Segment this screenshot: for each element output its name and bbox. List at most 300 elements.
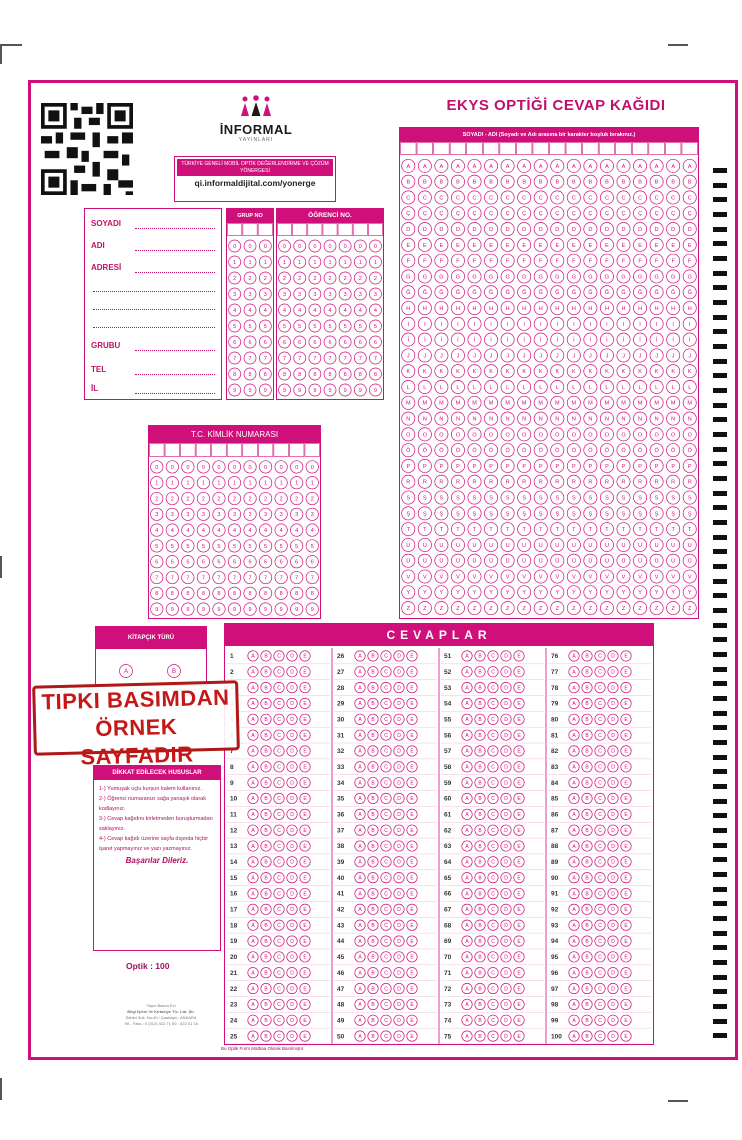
timing-mark — [713, 300, 727, 305]
bubble-label: 3 — [313, 291, 317, 298]
bubble-label: B — [371, 827, 375, 834]
bubble-label: B — [264, 827, 268, 834]
write-in-cell[interactable] — [533, 143, 549, 155]
bubble-label: 6 — [170, 559, 174, 566]
timing-mark — [713, 447, 727, 452]
bubble-label: F — [671, 258, 675, 265]
bubble-label: A — [251, 732, 255, 739]
bubble-label: O — [472, 432, 477, 439]
write-in-cell[interactable] — [227, 444, 242, 457]
bubble-label: E — [517, 796, 521, 803]
address-field-line[interactable] — [93, 291, 215, 292]
bubble-label: P — [605, 463, 609, 470]
bubble-label: B — [585, 922, 589, 929]
bubble-label: E — [303, 748, 307, 755]
bubble-label: Ç — [522, 211, 527, 218]
write-in-cell[interactable] — [305, 444, 320, 457]
bubble-label: 0 — [155, 464, 159, 471]
bubble-label: B — [264, 907, 268, 914]
bubble-label: E — [303, 938, 307, 945]
bubble-label: Y — [571, 590, 576, 597]
bubble-label: D — [397, 1002, 401, 1009]
write-in-cell[interactable] — [649, 143, 665, 155]
bubble-label: B — [371, 653, 375, 660]
bubble-label: B — [505, 179, 510, 186]
bubble-label: 7 — [232, 575, 237, 582]
bubble-label: O — [637, 432, 643, 439]
timing-mark — [713, 711, 727, 716]
bubble-label: E — [410, 954, 414, 961]
write-in-cell[interactable] — [450, 143, 466, 155]
bubble-label: Ş — [522, 511, 527, 518]
question-number: 79 — [551, 700, 559, 708]
bubble-label: O — [588, 432, 593, 439]
bubble-label: B — [585, 796, 589, 803]
guide-url[interactable]: qi.informaldijital.com/yonerge — [194, 178, 316, 188]
booklet-bubbles — [96, 649, 206, 685]
timing-mark — [713, 285, 727, 290]
bubble-label: 5 — [328, 323, 332, 330]
bubble-label: O — [538, 432, 543, 439]
write-in-cell[interactable] — [258, 224, 272, 236]
phone-label: TEL — [91, 365, 107, 374]
bubble-label: B — [171, 669, 177, 676]
bubble-label: 0 — [328, 243, 332, 250]
bubble-label: G — [488, 274, 494, 281]
bubble-label: F — [688, 258, 692, 265]
question-number: 13 — [230, 843, 238, 851]
bubble-label: B — [264, 653, 268, 660]
bubble-label: Ş — [538, 511, 543, 518]
bubble-label: U — [505, 542, 510, 549]
bubble-label: E — [624, 859, 628, 866]
bubble-label: J — [440, 353, 443, 360]
timing-mark — [713, 828, 727, 833]
bubble-label: E — [555, 242, 560, 249]
surname-label: SOYADI — [91, 219, 121, 228]
bubble-label: 3 — [298, 291, 302, 298]
bubble-label: T — [489, 527, 493, 534]
bubble-label: A — [358, 780, 362, 787]
timing-mark — [713, 696, 727, 701]
bubble-label: M — [571, 400, 577, 407]
write-in-cell[interactable] — [243, 444, 258, 457]
bubble-label: 8 — [155, 591, 159, 598]
write-in-cell[interactable] — [401, 143, 417, 155]
write-in-cell[interactable] — [228, 224, 242, 236]
bubble-label: B — [371, 875, 375, 882]
bubble-label: U — [489, 542, 494, 549]
write-in-cell[interactable] — [196, 444, 211, 457]
write-in-cell[interactable] — [212, 444, 227, 457]
bubble-label: 0 — [264, 464, 268, 471]
bubble-label: C — [598, 812, 602, 819]
question-number: 86 — [551, 811, 559, 819]
write-in-cell[interactable] — [467, 143, 483, 155]
bubble-label: D — [290, 796, 294, 803]
timing-mark — [713, 535, 727, 540]
bubble-label: C — [384, 748, 388, 755]
bubble-label: 9 — [373, 387, 377, 394]
write-in-cell[interactable] — [278, 224, 292, 236]
bubble-label: Y — [522, 590, 527, 597]
bubble-label: C — [491, 843, 495, 850]
bubble-label: A — [358, 748, 362, 755]
question-number: 80 — [551, 716, 559, 724]
bubble-label: L — [671, 384, 675, 391]
write-in-cell[interactable] — [583, 143, 599, 155]
question-number: 73 — [444, 1001, 452, 1009]
bubble-label: 3 — [373, 291, 377, 298]
bubble-label: C — [687, 195, 692, 202]
bubble-label: A — [251, 875, 255, 882]
bubble-label: E — [489, 242, 493, 249]
bubble-label: D — [397, 764, 401, 771]
bubble-label: 3 — [328, 291, 332, 298]
write-in-cell[interactable] — [434, 143, 450, 155]
bubble-label: B — [478, 1033, 482, 1040]
bubble-label: Z — [456, 606, 460, 613]
bubble-label: C — [491, 922, 495, 929]
bubble-label: Ğ — [488, 290, 494, 297]
write-in-cell[interactable] — [417, 143, 433, 155]
bubble-label: D — [611, 907, 615, 914]
write-in-cell[interactable] — [665, 143, 681, 155]
bubble-label: 4 — [233, 307, 237, 314]
bubble-label: D — [397, 970, 401, 977]
bubble-label: U — [455, 542, 460, 549]
address-field[interactable] — [135, 272, 215, 273]
bubble-label: E — [303, 764, 307, 771]
bubble-label: 5 — [217, 543, 221, 550]
group-field[interactable] — [135, 350, 215, 351]
bubble-label: C — [598, 970, 602, 977]
bubble-label: 6 — [186, 559, 190, 566]
question-number: 99 — [551, 1017, 559, 1025]
bubble-label: U — [439, 542, 444, 549]
question-number: 33 — [337, 764, 345, 771]
bubble-label: A — [358, 685, 362, 692]
bubble-label: C — [598, 954, 602, 961]
bubble-label: A — [465, 717, 469, 724]
bubble-label: 8 — [358, 371, 362, 378]
bubble-label: Ö — [637, 448, 643, 455]
bubble-label: C — [277, 922, 281, 929]
bubble-label: 2 — [310, 496, 314, 503]
bubble-label: 5 — [283, 323, 287, 330]
timing-mark — [713, 901, 727, 906]
bubble-label: C — [277, 1002, 281, 1009]
bubble-label: B — [264, 732, 268, 739]
question-number: 9 — [230, 779, 234, 787]
bubble-label: A — [251, 653, 255, 660]
bubble-label: U — [687, 542, 692, 549]
bubble-label: L — [439, 384, 443, 391]
timing-mark — [713, 843, 727, 848]
bubble-label: B — [371, 986, 375, 993]
question-number: 58 — [444, 764, 452, 771]
warning-item: 3-) Cevap kağıdını kirletmeden buruşturmadan saklayınız. — [99, 816, 213, 832]
bubble-label: A — [465, 1017, 469, 1024]
bubble-label: P — [621, 463, 626, 470]
surname-field[interactable] — [135, 228, 215, 229]
bubble-label: A — [465, 843, 469, 850]
group-label: GRUBU — [91, 341, 121, 350]
bubble-label: D — [290, 907, 294, 914]
bubble-label: P — [687, 463, 692, 470]
bubble-label: 7 — [263, 355, 267, 362]
question-number: 65 — [444, 874, 452, 882]
bubble-label: I — [506, 321, 509, 328]
phone-field[interactable] — [135, 374, 215, 375]
bubble-label: Y — [406, 590, 411, 597]
timing-mark — [713, 769, 727, 774]
bubble-label: U — [538, 542, 543, 549]
bubble-label: T — [439, 527, 444, 534]
question-number: 11 — [230, 811, 237, 819]
bubble-label: B — [371, 701, 375, 708]
bubble-label: D — [504, 827, 508, 834]
write-in-cell[interactable] — [682, 143, 698, 155]
bubble-label: 6 — [248, 559, 252, 566]
bubble-label: A — [358, 701, 362, 708]
timing-mark — [713, 549, 727, 554]
bubble-label: E — [303, 701, 307, 708]
write-in-cell[interactable] — [293, 224, 307, 236]
bubble-label: 2 — [248, 496, 252, 503]
bubble-label: P — [555, 463, 560, 470]
write-in-cell[interactable] — [150, 444, 165, 457]
address-field-line[interactable] — [93, 327, 215, 328]
write-in-cell[interactable] — [550, 143, 566, 155]
bubble-label: E — [456, 242, 460, 249]
bubble-label: A — [358, 859, 362, 866]
bubble-label: L — [655, 384, 659, 391]
bubble-label: Z — [638, 606, 642, 613]
bubble-label: E — [303, 653, 307, 660]
bubble-label: G — [522, 274, 527, 281]
bubble-label: C — [491, 1002, 495, 1009]
bubble-label: A — [465, 859, 469, 866]
bubble-label: I — [556, 321, 559, 328]
bubble-label: 6 — [328, 339, 332, 346]
bubble-label: Ğ — [439, 290, 444, 297]
bubble-label: Ğ — [671, 290, 676, 297]
bubble-label: Z — [654, 606, 659, 613]
bubble-label: E — [303, 827, 307, 834]
bubble-label: B — [371, 970, 375, 977]
city-field[interactable] — [135, 393, 215, 394]
bubble-label: D — [611, 796, 615, 803]
bubble-label: L — [489, 384, 493, 391]
write-in-cell[interactable] — [566, 143, 582, 155]
bubble-label: B — [585, 653, 589, 660]
bubble-label: H — [671, 305, 676, 312]
question-number: 95 — [551, 954, 559, 962]
bubble-label: J — [638, 353, 642, 360]
bubble-label: A — [358, 970, 362, 977]
bubble-label: E — [303, 922, 307, 929]
bubble-label: A — [572, 875, 576, 882]
bubble-label: 5 — [343, 323, 347, 330]
bubble-label: C — [384, 986, 388, 993]
bubble-label: H — [588, 305, 593, 312]
write-in-cell[interactable] — [243, 224, 257, 236]
bubble-label: 3 — [310, 512, 314, 519]
bubble-label: B — [585, 685, 589, 692]
bubble-label: Ü — [571, 558, 576, 565]
bubble-label: D — [397, 859, 401, 866]
bubble-label: L — [638, 384, 642, 391]
student-bubble-grid — [277, 223, 383, 399]
bubble-label: B — [571, 179, 576, 186]
write-in-cell[interactable] — [353, 224, 367, 236]
bubble-label: C — [505, 195, 510, 202]
write-in-cell[interactable] — [289, 444, 304, 457]
bubble-label: D — [654, 226, 659, 233]
bubble-label: B — [264, 1033, 268, 1040]
bubble-label: C — [277, 954, 281, 961]
bubble-label: T — [522, 527, 526, 534]
write-in-cell[interactable] — [516, 143, 532, 155]
bubble-label: 2 — [283, 275, 287, 282]
question-number: 19 — [230, 938, 238, 946]
bubble-label: C — [277, 907, 281, 914]
bubble-label: 3 — [279, 512, 283, 519]
bubble-label: 0 — [248, 243, 252, 250]
bubble-label: D — [290, 986, 294, 993]
bubble-label: Z — [406, 606, 410, 613]
bubble-label: E — [624, 907, 628, 914]
write-in-cell[interactable] — [181, 444, 196, 457]
bubble-label: F — [505, 258, 510, 265]
bubble-label: O — [555, 432, 560, 439]
question-number: 89 — [551, 859, 559, 867]
write-in-cell[interactable] — [258, 444, 273, 457]
bubble-label: B — [264, 764, 268, 771]
question-number: 91 — [551, 890, 559, 898]
write-in-cell[interactable] — [500, 143, 516, 155]
bubble-label: 1 — [328, 259, 332, 266]
bubble-label: A — [358, 732, 362, 739]
bubble-label: A — [358, 843, 362, 850]
bubble-label: M — [670, 400, 676, 407]
question-number: 59 — [444, 779, 452, 787]
bubble-label: Ü — [654, 558, 659, 565]
bubble-label: E — [517, 1002, 521, 1009]
write-in-cell[interactable] — [368, 224, 382, 236]
bubble-label: N — [505, 416, 510, 423]
bubble-label: M — [604, 400, 610, 407]
bubble-label: Ç — [621, 211, 626, 218]
bubble-label: D — [611, 701, 615, 708]
bubble-label: C — [491, 780, 495, 787]
bubble-label: C — [491, 891, 495, 898]
bubble-label: A — [572, 827, 576, 834]
bubble-label: Ş — [489, 511, 493, 518]
bubble-label: B — [264, 669, 268, 676]
bubble-label: C — [384, 764, 388, 771]
bubble-label: Z — [423, 606, 427, 613]
bubble-label: A — [538, 163, 543, 170]
write-in-cell[interactable] — [308, 224, 322, 236]
bubble-label: F — [439, 258, 444, 265]
printer-line: Sahibi Sok. No:40 / Çankaya - ANKARA — [125, 1015, 197, 1020]
bubble-label: C — [598, 764, 602, 771]
stamp-line-2: ÖRNEK SAYFADIR — [80, 713, 194, 770]
bubble-label: A — [465, 907, 469, 914]
bubble-label: S — [654, 495, 659, 502]
write-in-cell[interactable] — [632, 143, 648, 155]
question-number: 47 — [337, 985, 345, 993]
group-bubble-grid — [227, 223, 273, 399]
bubble-label: C — [598, 922, 602, 929]
bubble-label: İ — [440, 337, 443, 344]
bubble-label: V — [505, 574, 510, 581]
question-number: 41 — [337, 890, 345, 898]
bubble-label: 1 — [358, 259, 362, 266]
bubble-label: E — [410, 875, 414, 882]
bubble-label: E — [654, 242, 659, 249]
bubble-label: D — [489, 226, 494, 233]
bubble-label: C — [277, 685, 281, 692]
bubble-label: D — [290, 970, 294, 977]
write-in-cell[interactable] — [616, 143, 632, 155]
bubble-label: A — [654, 163, 659, 170]
bubble-label: D — [504, 1002, 508, 1009]
warnings-box — [93, 765, 221, 951]
bubble-label: Z — [539, 606, 543, 613]
bubble-label: G — [406, 274, 411, 281]
bubble-label: C — [491, 717, 495, 724]
timing-mark — [713, 975, 727, 980]
write-in-cell[interactable] — [599, 143, 615, 155]
guide-box — [174, 156, 336, 202]
bubble-label: D — [504, 922, 508, 929]
bubble-label: O — [687, 432, 692, 439]
bubble-label: D — [290, 780, 294, 787]
bubble-label: B — [478, 732, 482, 739]
bubble-label: E — [303, 796, 307, 803]
bubble-label: D — [397, 875, 401, 882]
bubble-label: A — [358, 653, 362, 660]
name-field[interactable] — [135, 250, 215, 251]
bubble-label: A — [465, 1033, 469, 1040]
write-in-cell[interactable] — [165, 444, 180, 457]
bubble-label: 8 — [283, 371, 287, 378]
bubble-label: Ç — [588, 211, 593, 218]
bubble-label: A — [465, 701, 469, 708]
write-in-cell[interactable] — [323, 224, 337, 236]
write-in-cell[interactable] — [274, 444, 289, 457]
bubble-label: C — [277, 732, 281, 739]
bubble-label: 7 — [343, 355, 347, 362]
bubble-label: 2 — [298, 275, 302, 282]
write-in-cell[interactable] — [338, 224, 352, 236]
bubble-label: E — [472, 242, 477, 249]
bubble-label: Ü — [522, 558, 527, 565]
bubble-label: 1 — [233, 259, 237, 266]
bubble-label: D — [611, 1017, 615, 1024]
write-in-cell[interactable] — [483, 143, 499, 155]
bubble-label: B — [671, 179, 676, 186]
bubble-label: T — [472, 527, 477, 534]
address-field-line[interactable] — [93, 309, 215, 310]
bubble-label: Y — [621, 590, 626, 597]
bubble-label: B — [585, 764, 589, 771]
bubble-label: U — [588, 542, 593, 549]
bubble-label: 6 — [310, 559, 314, 566]
